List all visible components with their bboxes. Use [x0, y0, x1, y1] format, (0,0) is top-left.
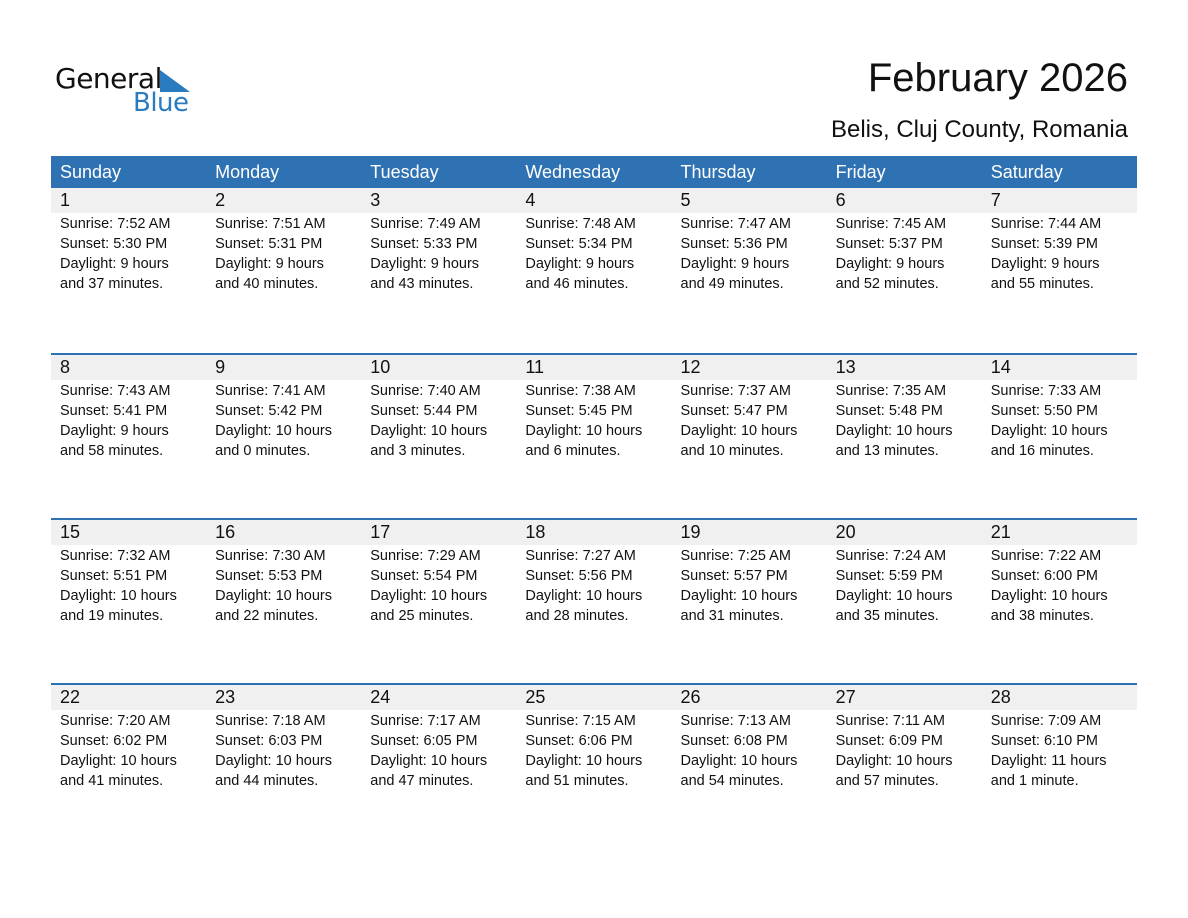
day-number: 5	[680, 190, 691, 210]
daylight-text: Daylight: 9 hours	[60, 423, 169, 439]
day-cell	[672, 545, 827, 626]
daylight-text: Daylight: 10 hours	[60, 588, 177, 604]
sunrise-text: Sunrise: 7:48 AM	[525, 216, 636, 232]
sunset-text: Sunset: 5:39 PM	[990, 236, 1098, 252]
daylight-text: Daylight: 10 hours	[215, 588, 332, 604]
day-cell	[51, 710, 206, 791]
sunrise-text: Sunrise: 7:45 AM	[835, 216, 947, 232]
sunset-text: Sunset: 5:44 PM	[370, 403, 478, 419]
week-row	[51, 188, 1137, 353]
day-number: 24	[370, 687, 391, 707]
sunrise-text: Sunrise: 7:40 AM	[370, 383, 481, 399]
day-cell	[361, 380, 516, 461]
sunrise-text: Sunrise: 7:11 AM	[835, 713, 945, 729]
daylight-text: Daylight: 9 hours	[835, 256, 945, 272]
date-bar	[51, 355, 1137, 380]
sunrise-text: Sunrise: 7:32 AM	[60, 548, 171, 564]
daylight-text: and 1 minute.	[990, 773, 1079, 789]
daylight-text: and 43 minutes.	[370, 276, 474, 292]
day-number: 7	[990, 190, 1001, 210]
daylight-text: Daylight: 9 hours	[680, 256, 790, 272]
sunrise-text: Sunrise: 7:09 AM	[990, 713, 1102, 729]
sunset-text: Sunset: 5:59 PM	[835, 568, 943, 584]
day-number: 8	[60, 357, 71, 377]
day-number: 16	[215, 522, 236, 542]
day-number: 9	[215, 357, 226, 377]
sunrise-text: Sunrise: 7:52 AM	[60, 216, 171, 232]
day-number: 18	[525, 522, 546, 542]
daylight-text: and 31 minutes.	[680, 608, 784, 624]
day-cell	[516, 710, 671, 791]
daylight-text: and 57 minutes.	[835, 773, 939, 789]
date-bar	[51, 520, 1137, 545]
weekday-saturday: Saturday	[990, 162, 1063, 182]
weekday-sunday: Sunday	[60, 162, 122, 182]
daylight-text: and 44 minutes.	[215, 773, 319, 789]
day-cell	[827, 380, 982, 461]
sunrise-text: Sunrise: 7:25 AM	[680, 548, 791, 564]
week-row	[51, 353, 1137, 518]
sunset-text: Sunset: 5:50 PM	[990, 403, 1098, 419]
sunset-text: Sunset: 5:36 PM	[680, 236, 788, 252]
sunset-text: Sunset: 5:42 PM	[215, 403, 323, 419]
day-info-row	[51, 710, 1137, 791]
daylight-text: and 52 minutes.	[835, 276, 939, 292]
sunrise-text: Sunrise: 7:20 AM	[60, 713, 171, 729]
sunset-text: Sunset: 6:10 PM	[990, 733, 1098, 749]
sunset-text: Sunset: 5:45 PM	[525, 403, 633, 419]
day-number: 11	[525, 357, 545, 377]
sunrise-text: Sunrise: 7:38 AM	[525, 383, 636, 399]
day-number: 25	[525, 687, 546, 707]
daylight-text: and 55 minutes.	[990, 276, 1094, 292]
daylight-text: Daylight: 10 hours	[835, 753, 953, 769]
sunrise-text: Sunrise: 7:41 AM	[215, 383, 326, 399]
daylight-text: Daylight: 10 hours	[990, 423, 1108, 439]
daylight-text: and 58 minutes.	[60, 443, 164, 459]
daylight-text: Daylight: 10 hours	[525, 753, 643, 769]
sunset-text: Sunset: 6:08 PM	[680, 733, 788, 749]
daylight-text: and 25 minutes.	[370, 608, 474, 624]
day-cell	[827, 213, 982, 294]
day-cell	[51, 545, 206, 626]
sunset-text: Sunset: 6:03 PM	[215, 733, 323, 749]
daylight-text: Daylight: 10 hours	[835, 423, 953, 439]
sunrise-text: Sunrise: 7:49 AM	[370, 216, 481, 232]
weekday-thursday: Thursday	[680, 162, 756, 182]
day-cell	[982, 545, 1137, 626]
day-cell	[672, 380, 827, 461]
day-number: 26	[680, 687, 701, 707]
day-cell	[672, 710, 827, 791]
daylight-text: Daylight: 10 hours	[370, 423, 488, 439]
day-number: 4	[525, 190, 536, 210]
sunset-text: Sunset: 5:57 PM	[680, 568, 788, 584]
week-row	[51, 683, 1137, 848]
sunset-text: Sunset: 5:30 PM	[60, 236, 168, 252]
day-number: 6	[835, 190, 846, 210]
daylight-text: Daylight: 10 hours	[525, 588, 643, 604]
daylight-text: Daylight: 10 hours	[60, 753, 177, 769]
day-cell	[206, 213, 361, 294]
daylight-text: and 13 minutes.	[835, 443, 939, 459]
daylight-text: and 54 minutes.	[680, 773, 784, 789]
day-number: 21	[990, 522, 1011, 542]
sunset-text: Sunset: 6:00 PM	[990, 568, 1098, 584]
day-info-row	[51, 545, 1137, 626]
daylight-text: and 3 minutes.	[370, 443, 466, 459]
day-cell	[982, 380, 1137, 461]
day-cell	[361, 545, 516, 626]
day-cell	[827, 710, 982, 791]
daylight-text: and 37 minutes.	[60, 276, 164, 292]
day-number: 1	[60, 190, 71, 210]
sunset-text: Sunset: 5:33 PM	[370, 236, 478, 252]
weekday-monday: Monday	[215, 162, 280, 182]
daylight-text: and 51 minutes.	[525, 773, 629, 789]
day-cell	[51, 213, 206, 294]
day-cell	[51, 380, 206, 461]
sunset-text: Sunset: 5:54 PM	[370, 568, 478, 584]
day-number: 28	[990, 687, 1011, 707]
daylight-text: Daylight: 10 hours	[215, 753, 332, 769]
daylight-text: and 41 minutes.	[60, 773, 164, 789]
daylight-text: and 28 minutes.	[525, 608, 629, 624]
sunrise-text: Sunrise: 7:29 AM	[370, 548, 481, 564]
sunset-text: Sunset: 5:31 PM	[215, 236, 323, 252]
sunrise-text: Sunrise: 7:27 AM	[525, 548, 636, 564]
daylight-text: and 6 minutes.	[525, 443, 621, 459]
day-cell	[206, 380, 361, 461]
day-cell	[982, 710, 1137, 791]
day-cell	[516, 380, 671, 461]
daylight-text: Daylight: 9 hours	[215, 256, 324, 272]
daylight-text: and 19 minutes.	[60, 608, 164, 624]
weekday-tuesday: Tuesday	[370, 162, 439, 182]
daylight-text: and 0 minutes.	[215, 443, 311, 459]
sunset-text: Sunset: 6:05 PM	[370, 733, 478, 749]
sunrise-text: Sunrise: 7:43 AM	[60, 383, 171, 399]
sunrise-text: Sunrise: 7:24 AM	[835, 548, 947, 564]
sunset-text: Sunset: 5:53 PM	[215, 568, 323, 584]
sunrise-text: Sunrise: 7:22 AM	[990, 548, 1102, 564]
sunrise-text: Sunrise: 7:47 AM	[680, 216, 791, 232]
sunrise-text: Sunrise: 7:15 AM	[525, 713, 636, 729]
logo-text-general: General	[55, 62, 162, 95]
day-cell	[516, 545, 671, 626]
calendar-grid	[51, 156, 1137, 848]
sunset-text: Sunset: 5:56 PM	[525, 568, 633, 584]
day-number: 20	[835, 522, 856, 542]
day-number: 27	[835, 687, 856, 707]
sunset-text: Sunset: 5:48 PM	[835, 403, 943, 419]
day-number: 19	[680, 522, 701, 542]
day-cell	[516, 213, 671, 294]
sunrise-text: Sunrise: 7:17 AM	[370, 713, 481, 729]
daylight-text: Daylight: 9 hours	[370, 256, 480, 272]
sunset-text: Sunset: 5:47 PM	[680, 403, 788, 419]
daylight-text: Daylight: 10 hours	[370, 588, 488, 604]
sunset-text: Sunset: 6:09 PM	[835, 733, 943, 749]
sunrise-text: Sunrise: 7:44 AM	[990, 216, 1102, 232]
logo-text-blue: Blue	[133, 88, 189, 118]
location-subtitle: Belis, Cluj County, Romania	[830, 116, 1128, 143]
date-bar	[51, 685, 1137, 710]
daylight-text: and 16 minutes.	[990, 443, 1094, 459]
daylight-text: Daylight: 10 hours	[990, 588, 1108, 604]
weekday-header	[51, 156, 1137, 188]
day-cell	[361, 213, 516, 294]
day-cell	[206, 710, 361, 791]
daylight-text: and 35 minutes.	[835, 608, 939, 624]
weekday-wednesday: Wednesday	[525, 162, 621, 182]
day-number: 10	[370, 357, 391, 377]
daylight-text: Daylight: 10 hours	[835, 588, 953, 604]
sunrise-text: Sunrise: 7:51 AM	[215, 216, 326, 232]
weekday-friday: Friday	[835, 162, 886, 182]
sunset-text: Sunset: 6:02 PM	[60, 733, 168, 749]
daylight-text: and 22 minutes.	[215, 608, 319, 624]
daylight-text: Daylight: 10 hours	[215, 423, 332, 439]
day-cell	[672, 213, 827, 294]
sunrise-text: Sunrise: 7:33 AM	[990, 383, 1102, 399]
day-number: 22	[60, 687, 81, 707]
logo	[55, 62, 205, 122]
daylight-text: and 10 minutes.	[680, 443, 784, 459]
day-number: 3	[370, 190, 381, 210]
daylight-text: and 49 minutes.	[680, 276, 784, 292]
week-row	[51, 518, 1137, 683]
page-title: February 2026	[867, 56, 1128, 100]
daylight-text: and 38 minutes.	[990, 608, 1094, 624]
sunrise-text: Sunrise: 7:35 AM	[835, 383, 947, 399]
day-cell	[982, 213, 1137, 294]
sunrise-text: Sunrise: 7:37 AM	[680, 383, 791, 399]
day-info-row	[51, 380, 1137, 461]
sunrise-text: Sunrise: 7:13 AM	[680, 713, 791, 729]
day-cell	[206, 545, 361, 626]
daylight-text: and 40 minutes.	[215, 276, 319, 292]
daylight-text: Daylight: 10 hours	[680, 588, 798, 604]
daylight-text: Daylight: 10 hours	[370, 753, 488, 769]
day-number: 17	[370, 522, 391, 542]
day-cell	[827, 545, 982, 626]
daylight-text: Daylight: 10 hours	[525, 423, 643, 439]
daylight-text: Daylight: 9 hours	[525, 256, 635, 272]
sunset-text: Sunset: 5:37 PM	[835, 236, 943, 252]
day-number: 14	[990, 357, 1011, 377]
sunset-text: Sunset: 5:34 PM	[525, 236, 633, 252]
sunset-text: Sunset: 6:06 PM	[525, 733, 633, 749]
sunrise-text: Sunrise: 7:18 AM	[215, 713, 326, 729]
day-number: 13	[835, 357, 856, 377]
sunset-text: Sunset: 5:41 PM	[60, 403, 168, 419]
day-cell	[361, 710, 516, 791]
daylight-text: Daylight: 10 hours	[680, 753, 798, 769]
day-number: 12	[680, 357, 701, 377]
sunrise-text: Sunrise: 7:30 AM	[215, 548, 326, 564]
daylight-text: Daylight: 10 hours	[680, 423, 798, 439]
day-number: 23	[215, 687, 236, 707]
date-bar	[51, 188, 1137, 213]
day-info-row	[51, 213, 1137, 294]
daylight-text: Daylight: 9 hours	[990, 256, 1100, 272]
daylight-text: and 46 minutes.	[525, 276, 629, 292]
sunset-text: Sunset: 5:51 PM	[60, 568, 168, 584]
day-number: 2	[215, 190, 226, 210]
daylight-text: Daylight: 11 hours	[990, 753, 1107, 769]
daylight-text: and 47 minutes.	[370, 773, 474, 789]
daylight-text: Daylight: 9 hours	[60, 256, 169, 272]
day-number: 15	[60, 522, 81, 542]
